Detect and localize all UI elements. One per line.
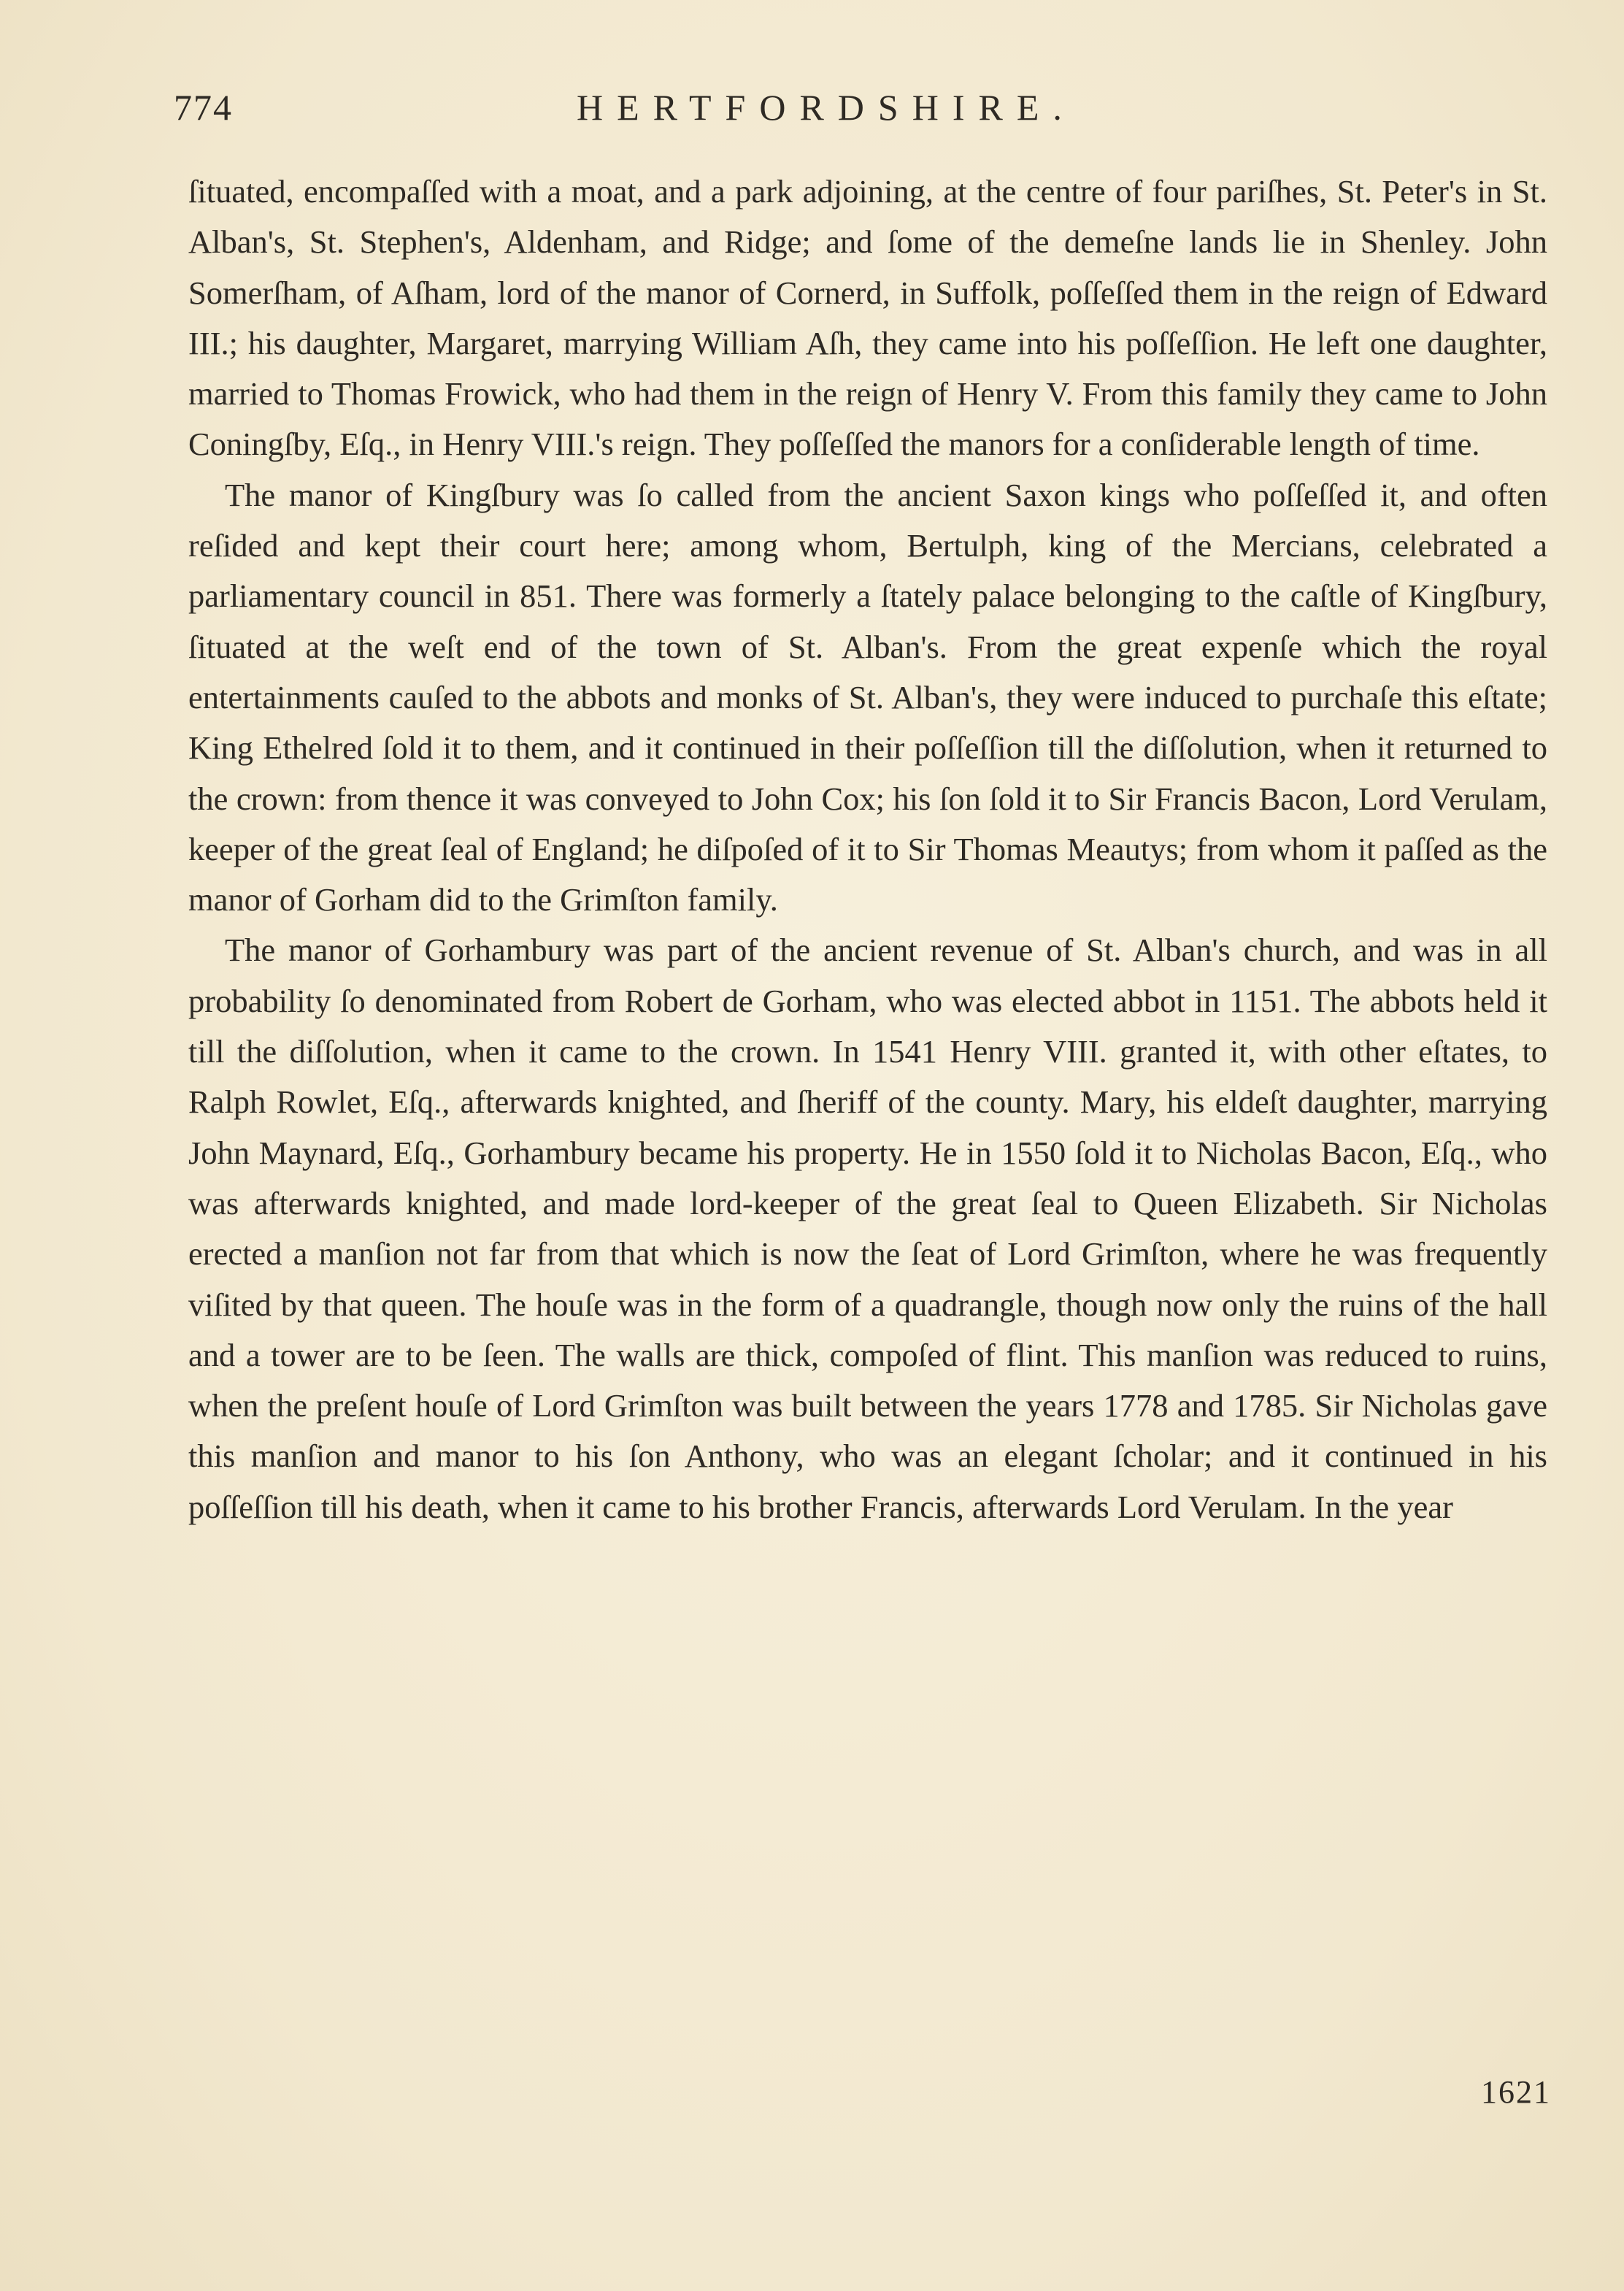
body-text (188, 166, 1547, 1532)
catchword: 1621 (1481, 2074, 1551, 2110)
paragraph-kingsbury: The manor of Kingſbury was ſo called from the ancient Saxon kings who poſſeſſed it, and often reſided and kept their court here; among whom, Bertulph, king of the Mercians, celebrated a parliamentary council in 851. There was formerly a ſtately palace belonging to the caſtle of Kingſbury, ſituated at the weſt end of the town of St. Alban's. From the great expenſe which the royal entertainments cauſed to the abbots and monks of St. Alban's, they were induced to purchaſe this eſtate; King Ethelred ſold it to them, and it continued in their poſſeſſion till the diſſolution, when it returned to the crown: from thence it was conveyed to John Cox; his ſon ſold it to Sir Francis Bacon, Lord Verulam, keeper of the great ſeal of England; he diſpoſed of it to Sir Thomas Meautys; from whom it paſſed as the manor of Gorham did to the Grimſton family. (188, 476, 1547, 918)
paragraph-continued: ſituated, encompaſſed with a moat, and a park adjoining, at the centre of four pariſhes, St. Peter's in St. Alban's, St. Stephen's, Aldenham, and Ridge; and ſome of the demeſne lands lie in Shenley. John Somerſham, of Aſham, lord of the manor of Cornerd, in Suffolk, poſſeſſed them in the reign of Edward III.; his daughter, Margaret, marrying William Aſh, they came into his poſſeſſion. He left one daughter, married to Thomas Frowick, who had them in the reign of Henry V. From this family they came to John Coningſby, Eſq., in Henry VIII.'s reign. They poſſeſſed the manors for a conſiderable length of time. (188, 173, 1547, 463)
running-head (0, 86, 1624, 130)
running-title: HERTFORDSHIRE. (577, 87, 1076, 128)
page-number: 774 (174, 87, 233, 128)
paragraph-gorhambury: The manor of Gorhambury was part of the ancient revenue of St. Alban's church, and was in all probability ſo denominated from Robert de Gorham, who was elected abbot in 1151. The abbots held it till the diſſolution, when it came to the crown. In 1541 Henry VIII. granted it, with other eſtates, to Ralph Rowlet, Eſq., afterwards knighted, and ſheriff of the county. Mary, his eldeſt daughter, marrying John Maynard, Eſq., Gorhambury became his property. He in 1550 ſold it to Nicholas Bacon, Eſq., who was afterwards knighted, and made lord-keeper of the great ſeal to Queen Elizabeth. Sir Nicholas erected a manſion not far from that which is now the ſeat of Lord Grimſton, where he was frequently viſited by that queen. The houſe was in the form of a quadrangle, though now only the ruins of the hall and a tower are to be ſeen. The walls are thick, compoſed of flint. This manſion was reduced to ruins, when the preſent houſe of Lord Grimſton was built between the years 1778 and 1785. Sir Nicholas gave this manſion and manor to his ſon Anthony, who was an elegant ſcholar; and it continued in his poſſeſſion till his death, when it came to his brother Francis, afterwards Lord Verulam. In the year (188, 932, 1547, 1525)
